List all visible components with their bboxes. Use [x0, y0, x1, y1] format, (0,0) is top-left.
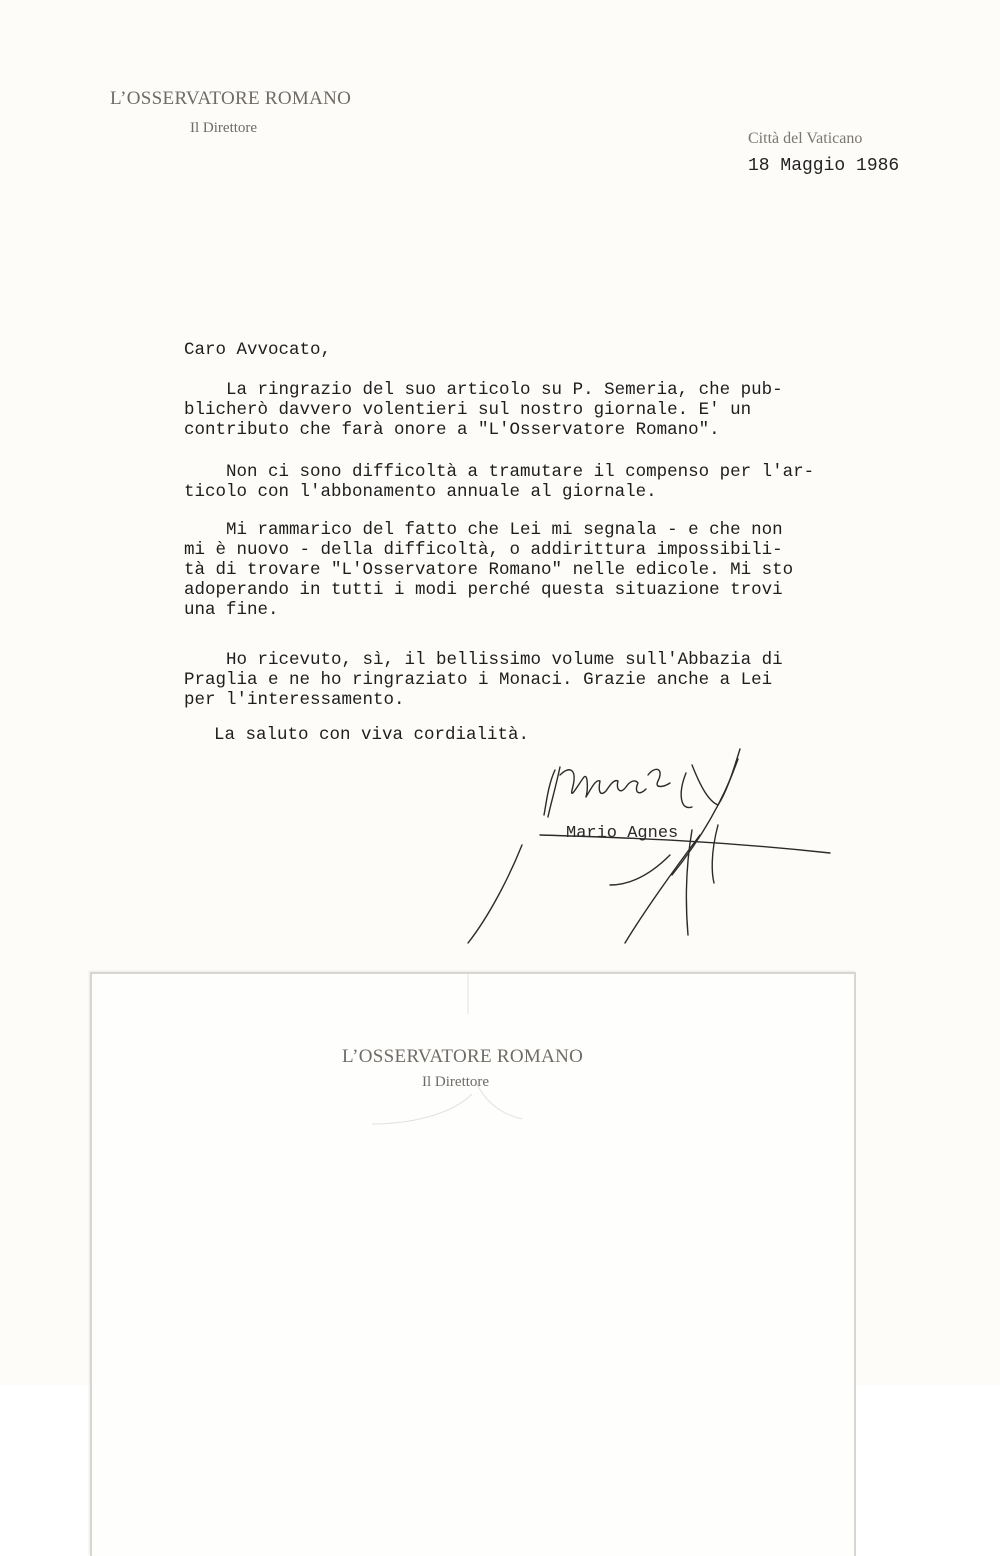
letter-date: 18 Maggio 1986: [748, 156, 900, 176]
paragraph-1: La ringrazio del suo articolo su P. Semeria, che pub- blicherò davvero volentieri sul nostro giornale. E' un contributo che farà onore a "L'Osservatore Romano".: [184, 380, 783, 440]
handwritten-signature: [460, 735, 840, 955]
letterhead-name: L’OSSERVATORE ROMANO: [110, 88, 352, 109]
letterhead-role: Il Direttore: [190, 120, 258, 136]
paragraph-4: Ho ricevuto, sì, il bellissimo volume sull'Abbazia di Praglia e ne ho ringraziato i Monaci. Grazie anche a Lei per l'interessamento.: [184, 650, 783, 710]
signatory-name: Mario Agnes: [566, 824, 679, 843]
paragraph-3: Mi rammarico del fatto che Lei mi segnala - e che non mi è nuovo - della difficoltà, o addirittura impossibili- tà di trovare "L'Osservatore Romano" nelle edicole. Mi sto adoperando in tutti i modi perché questa situazione trovi una fine.: [184, 520, 794, 620]
envelope-letterhead-role: Il Direttore: [422, 1074, 490, 1090]
salutation: Caro Avvocato,: [184, 340, 332, 360]
envelope-letterhead-name: L’OSSERVATORE ROMANO: [342, 1046, 584, 1067]
closing-line: La saluto con viva cordialità.: [214, 725, 530, 745]
paragraph-2: Non ci sono difficoltà a tramutare il compenso per l'ar- ticolo con l'abbonamento annuale al giornale.: [184, 462, 815, 502]
place-label: Città del Vaticano: [748, 130, 863, 147]
envelope: [90, 972, 856, 1556]
envelope-flap-lines: [92, 974, 854, 1294]
